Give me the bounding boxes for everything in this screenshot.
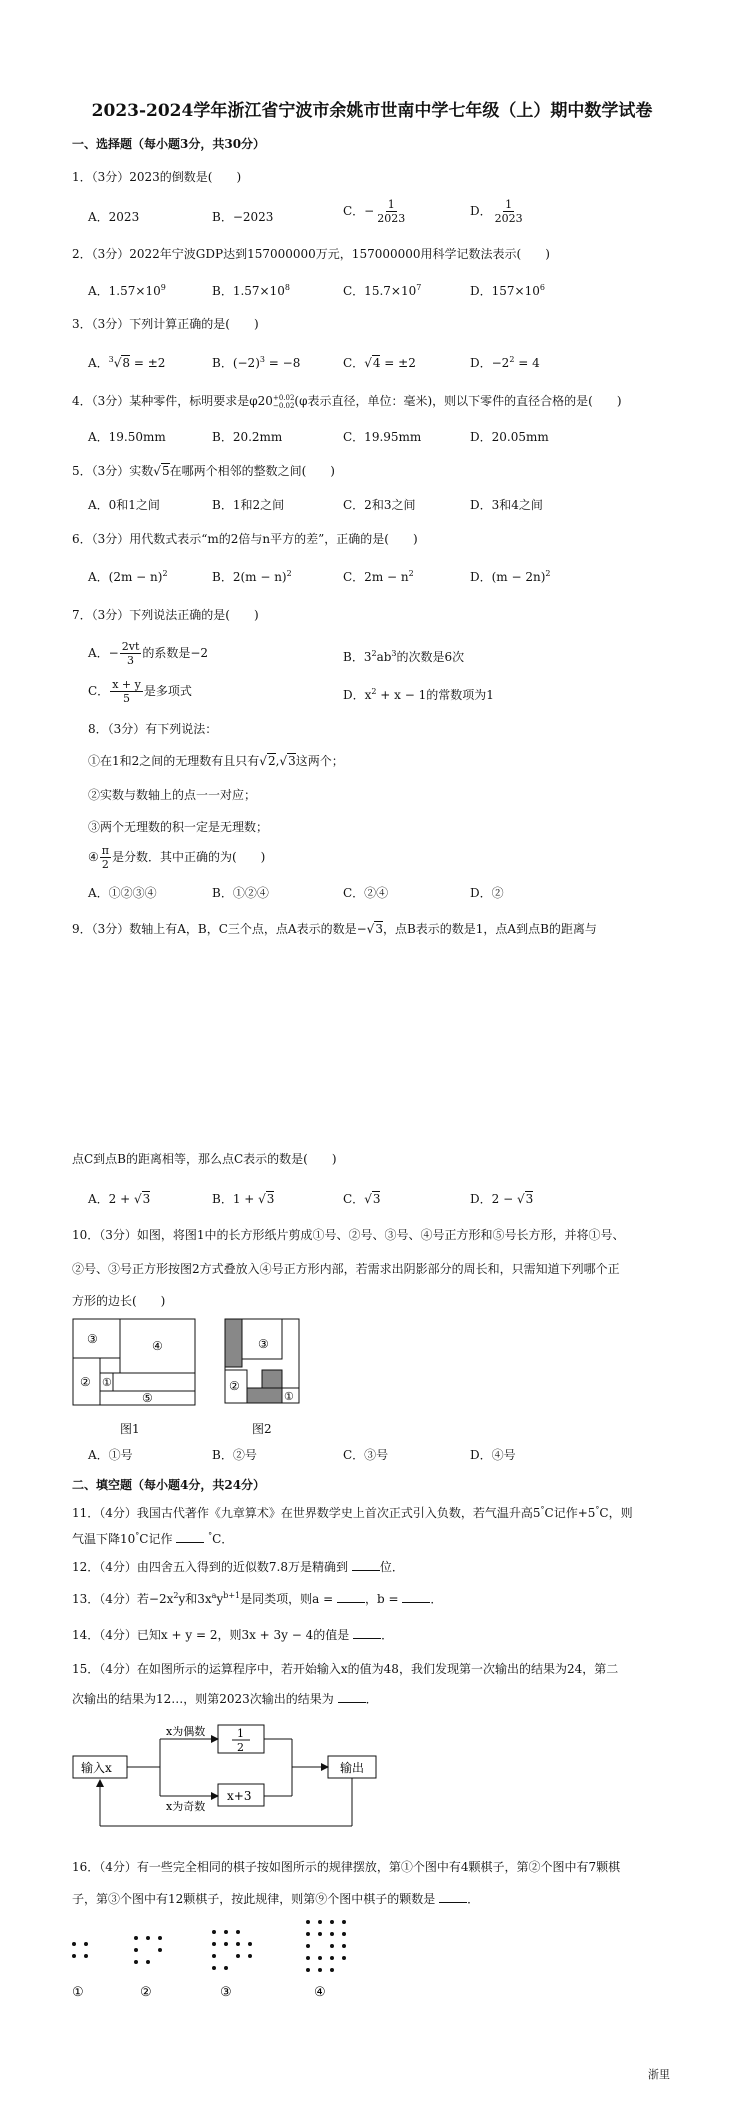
fig1-label-5: ⑤ bbox=[142, 1391, 153, 1405]
pattern-label-1: ① bbox=[72, 1985, 84, 2000]
fig1-label-1: ① bbox=[102, 1376, 112, 1389]
figure-1-caption: 图1 bbox=[120, 1422, 140, 1436]
q8-option-a: A．①②③④ bbox=[88, 886, 157, 900]
q7-option-c: C． $\frac{x + y}{5}$ 是多项式 bbox=[88, 678, 192, 705]
flow-half-num: 1 bbox=[237, 1727, 244, 1740]
q8-option-b: B．①②④ bbox=[212, 886, 269, 900]
q1-option-b: B．−2023 bbox=[212, 210, 274, 224]
q8-statement-3: ③两个无理数的积一定是无理数； bbox=[88, 820, 269, 834]
flow-odd-label: x为奇数 bbox=[166, 1800, 206, 1813]
q13-answer-a[interactable] bbox=[337, 1592, 365, 1603]
chess-pattern-figure bbox=[68, 1918, 388, 2008]
flow-plus3-label: x+3 bbox=[227, 1789, 252, 1803]
q16-answer-blank[interactable] bbox=[439, 1892, 467, 1903]
question-11-line2: 气温下降10°C记作 °C． bbox=[72, 1531, 234, 1546]
q6-option-d: D．$(m - 2n)^2$ bbox=[470, 569, 551, 584]
question-16-line2: 子，第③个图中有12颗棋子，按此规律，则第⑨个图中棋子的颗数是 ． bbox=[72, 1892, 480, 1906]
flow-half-den: 2 bbox=[237, 1741, 244, 1754]
question-15-line1: 15．（4分）在如图所示的运算程序中，若开始输入x的值为48，我们发现第一次输出的结果为24，第二 bbox=[72, 1662, 619, 1676]
question-8-stem: 8．（3分）有下列说法： bbox=[88, 722, 218, 736]
flow-even-label: x为偶数 bbox=[166, 1725, 206, 1738]
question-9-stem-line1: 9．（3分）数轴上有A，B，C三个点，点A表示的数是−√3，点B表示的数是1，点A到点B的距离与 bbox=[72, 922, 597, 936]
q4-option-b: B．20.2mm bbox=[212, 430, 283, 444]
q7-option-b: B．$3^2ab^3$的次数是6次 bbox=[343, 649, 465, 664]
q10-option-d: D．④号 bbox=[470, 1448, 516, 1462]
question-5-stem: 5．（3分）实数√5在哪两个相邻的整数之间( ) bbox=[72, 464, 335, 478]
fig2-label-2: ② bbox=[229, 1379, 240, 1393]
q1-option-a: A．2023 bbox=[88, 210, 140, 224]
pattern-label-4: ④ bbox=[314, 1985, 326, 2000]
q10-option-b: B．②号 bbox=[212, 1448, 257, 1462]
q6-option-a: A．$(2m - n)^2$ bbox=[88, 569, 168, 584]
q6-option-b: B．$2(m - n)^2$ bbox=[212, 569, 292, 584]
question-14: 14．（4分）已知x + y = 2，则3x + 3y − 4的值是 ． bbox=[72, 1628, 394, 1642]
q1-option-d: D． $\frac{1}{2023}$ bbox=[470, 198, 523, 225]
question-3-stem: 3．（3分）下列计算正确的是( ) bbox=[72, 317, 259, 331]
fig1-label-4: ④ bbox=[152, 1339, 163, 1353]
q9-option-b: B．1 + √3 bbox=[212, 1192, 275, 1206]
q4-option-d: D．20.05mm bbox=[470, 430, 549, 444]
pattern-label-2: ② bbox=[140, 1985, 152, 2000]
q7-option-d: D．$x^2 + x - 1$的常数项为1 bbox=[343, 687, 494, 702]
figure-2-diagram bbox=[224, 1318, 304, 1408]
question-7-stem: 7．（3分）下列说法正确的是( ) bbox=[72, 608, 259, 622]
q7-option-a: A．− $\frac{2vt}{3}$ 的系数是−2 bbox=[88, 640, 209, 667]
question-2-stem: 2．（3分）2022年宁波GDP达到157000000万元，157000000用科学记数法表示( ) bbox=[72, 247, 550, 261]
q4-option-c: C．19.95mm bbox=[343, 430, 422, 444]
q15-answer-blank[interactable] bbox=[338, 1692, 366, 1703]
q9-option-d: D．2 − √3 bbox=[470, 1192, 534, 1206]
q2-option-b: B．$1.57\times 10^8$ bbox=[212, 283, 290, 298]
q9-option-c: C．√3 bbox=[343, 1192, 381, 1206]
q5-option-c: C．2和3之间 bbox=[343, 498, 416, 512]
question-4-stem: 4．（3分）某种零件，标明要求是φ20 +0.02 −0.02 (φ表示直径，单位：毫米)，则以下零件的直径合格的是( ) bbox=[72, 393, 622, 410]
question-10-stem-line1: 10．（3分）如图，将图1中的长方形纸片剪成①号、②号、③号、④号正方形和⑤号长方形，并将①号、 bbox=[72, 1228, 625, 1242]
question-1-stem: 1．（3分）2023的倒数是( ) bbox=[72, 170, 242, 184]
question-11-line1: 11．（4分）我国古代著作《九章算术》在世界数学史上首次正式引入负数，若气温升高5°C记作+5°C，则 bbox=[72, 1505, 633, 1520]
question-12: 12．（4分）由四舍五入得到的近似数7.8万是精确到 位． bbox=[72, 1560, 404, 1574]
question-9-stem-line2: 点C到点B的距离相等，那么点C表示的数是( ) bbox=[72, 1152, 337, 1166]
figure-1-diagram bbox=[72, 1318, 200, 1408]
figure-2-caption: 图2 bbox=[252, 1422, 272, 1436]
question-6-stem: 6．（3分）用代数式表示“m的2倍与n平方的差”，正确的是( ) bbox=[72, 532, 418, 546]
q13-answer-b[interactable] bbox=[402, 1592, 430, 1603]
question-13: 13．（4分）若$-2x^2y$和$3x^ay^{b+1}$是同类项，则a = ，b = ． bbox=[72, 1591, 443, 1606]
pattern-label-3: ③ bbox=[220, 1985, 232, 2000]
fig2-label-3: ③ bbox=[258, 1337, 269, 1351]
footer-mark: 浙里 bbox=[648, 2068, 670, 2081]
q2-option-c: C．$15.7\times 10^7$ bbox=[343, 283, 422, 298]
q12-answer-blank[interactable] bbox=[352, 1560, 380, 1571]
fig2-label-1: ① bbox=[284, 1390, 294, 1403]
q6-option-c: C．$2m - n^2$ bbox=[343, 569, 414, 584]
q2-option-d: D．$157\times 10^6$ bbox=[470, 283, 545, 298]
q8-statement-2: ②实数与数轴上的点一一对应； bbox=[88, 788, 257, 802]
q14-answer-blank[interactable] bbox=[353, 1628, 381, 1639]
q10-option-c: C．③号 bbox=[343, 1448, 389, 1462]
fig1-label-2: ② bbox=[80, 1375, 91, 1389]
flow-output-label: 输出 bbox=[340, 1761, 365, 1775]
question-10-stem-line3: 方形的边长( ) bbox=[72, 1294, 166, 1308]
question-10-stem-line2: ②号、③号正方形按图2方式叠放入④号正方形内部，若需求出阴影部分的周长和，只需知道下列哪个正 bbox=[72, 1262, 620, 1276]
q9-option-a: A．2 + √3 bbox=[88, 1192, 151, 1206]
q10-option-a: A．①号 bbox=[88, 1448, 133, 1462]
flowchart-diagram bbox=[72, 1724, 412, 1834]
q3-option-d: D．$-2^2 = 4$ bbox=[470, 355, 540, 370]
q3-option-a: A．$^3$√8 = ±2 bbox=[88, 355, 166, 370]
q5-option-d: D．3和4之间 bbox=[470, 498, 543, 512]
q8-statement-4: ④ $\frac{\pi}{2}$ 是分数．其中正确的为( ) bbox=[88, 844, 266, 871]
question-15-line2: 次输出的结果为12…，则第2023次输出的结果为 ． bbox=[72, 1692, 378, 1706]
q8-statement-1: ①在1和2之间的无理数有且只有√2,√3这两个； bbox=[88, 754, 344, 768]
section-heading-choice: 一、选择题（每小题3分，共30分） bbox=[72, 137, 266, 151]
q3-option-b: B．$(-2)^3 = -8$ bbox=[212, 355, 301, 370]
q5-option-b: B．1和2之间 bbox=[212, 498, 285, 512]
section-heading-fill: 二、填空题（每小题4分，共24分） bbox=[72, 1478, 266, 1492]
q5-option-a: A．0和1之间 bbox=[88, 498, 160, 512]
q4-option-a: A．19.50mm bbox=[88, 430, 166, 444]
paper-title: 2023-2024学年浙江省宁波市余姚市世南中学七年级（上）期中数学试卷 bbox=[91, 101, 653, 121]
flow-input-label: 输入x bbox=[81, 1761, 112, 1775]
fig1-label-3: ③ bbox=[87, 1332, 98, 1346]
q8-option-c: C．②④ bbox=[343, 886, 389, 900]
q1-option-c: C．− $\frac{1}{2023}$ bbox=[343, 198, 406, 225]
q3-option-c: C．√4 = ±2 bbox=[343, 356, 416, 370]
q8-option-d: D．② bbox=[470, 886, 504, 900]
q2-option-a: A．$1.57\times 10^9$ bbox=[88, 283, 166, 298]
q11-answer-blank[interactable] bbox=[176, 1532, 204, 1543]
question-16-line1: 16．（4分）有一些完全相同的棋子按如图所示的规律摆放，第①个图中有4颗棋子，第②个图中有7颗棋 bbox=[72, 1860, 621, 1874]
